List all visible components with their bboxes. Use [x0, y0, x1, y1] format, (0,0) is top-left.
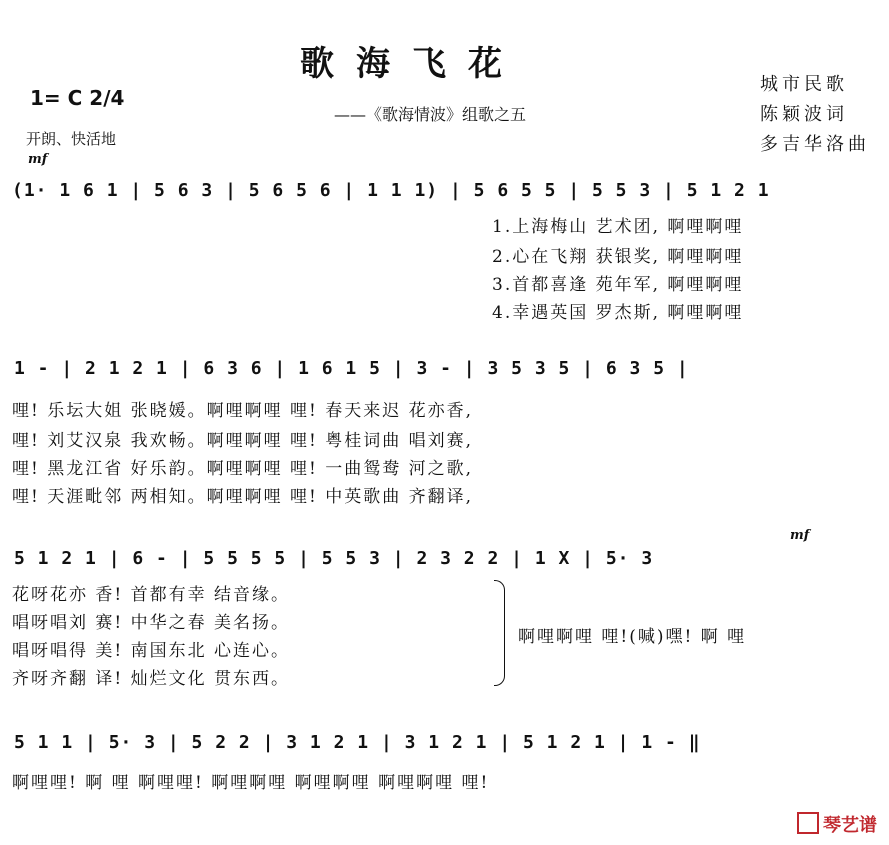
- key-signature: 1= C 2/4: [30, 86, 125, 110]
- lyric-row-3-verse-3: 唱呀唱得 美! 南国东北 心连心。: [12, 641, 291, 661]
- watermark-logo: 琴艺谱: [797, 811, 877, 837]
- song-subtitle: ——《歌海情波》组歌之五: [334, 105, 527, 124]
- lyric-row-3-verse-1: 花呀花亦 香! 首都有幸 结音缘。: [12, 585, 291, 605]
- lyric-row-3-verse-4: 齐呀齐翻 译! 灿烂文化 贯东西。: [12, 669, 291, 689]
- lyric-row-3-verse-2: 唱呀唱刘 赛! 中华之春 美名扬。: [12, 613, 291, 633]
- logo-icon: [797, 812, 819, 834]
- notation-row-3: 5 1 2 1 | 6 - | 5 5 5 5 | 5 5 3 | 2 3 2 2 | 1 X | 5· 3: [14, 548, 654, 569]
- tempo-marking: 开朗、快活地: [26, 130, 117, 148]
- credit-lyricist: 陈颖波词: [760, 104, 848, 125]
- lyric-row-2-verse-1: 哩! 乐坛大姐 张晓媛。啊哩啊哩 哩! 春天来迟 花亦香,: [12, 401, 474, 421]
- credit-genre: 城市民歌: [760, 74, 848, 95]
- notation-row-1: (1· 1 6 1 | 5 6 3 | 5 6 5 6 | 1 1 1) | 5 6 5 5 | 5 5 3 | 5 1 2 1: [12, 180, 770, 201]
- lyric-row-4: 啊哩哩! 啊 哩 啊哩哩! 啊哩啊哩 啊哩啊哩 啊哩啊哩 哩!: [12, 773, 490, 793]
- dynamic-marking-row-3: mf: [790, 528, 810, 543]
- lyric-row-1-verse-4: 4.幸遇英国 罗杰斯, 啊哩啊哩: [492, 303, 744, 323]
- lyric-row-1-verse-2: 2.心在飞翔 获银奖, 啊哩啊哩: [492, 247, 744, 267]
- lyric-row-1-verse-1: 1.上海梅山 艺术团, 啊哩啊哩: [492, 217, 744, 237]
- lyric-row-2-verse-3: 哩! 黑龙江省 好乐韵。啊哩啊哩 哩! 一曲鸳鸯 河之歌,: [12, 459, 474, 479]
- lyric-row-3-refrain: 啊哩啊哩 哩!(喊)嘿! 啊 哩: [518, 627, 747, 647]
- dynamic-marking: mf: [28, 152, 48, 167]
- song-title: 歌海飞花: [300, 44, 524, 84]
- lyric-row-2-verse-2: 哩! 刘艾汉泉 我欢畅。啊哩啊哩 哩! 粤桂词曲 唱刘赛,: [12, 431, 474, 451]
- credit-composer: 多吉华洛曲: [760, 134, 870, 155]
- lyric-row-1-verse-3: 3.首都喜逢 苑年军, 啊哩啊哩: [492, 275, 744, 295]
- notation-row-4: 5 1 1 | 5· 3 | 5 2 2 | 3 1 2 1 | 3 1 2 1 | 5 1 2 1 | 1 - ‖: [14, 732, 701, 753]
- verse-brace: [494, 580, 505, 686]
- lyric-row-2-verse-4: 哩! 天涯毗邻 两相知。啊哩啊哩 哩! 中英歌曲 齐翻译,: [12, 487, 474, 507]
- notation-row-2: 1 - | 2 1 2 1 | 6 3 6 | 1 6 1 5 | 3 - | 3 5 3 5 | 6 3 5 |: [14, 358, 689, 379]
